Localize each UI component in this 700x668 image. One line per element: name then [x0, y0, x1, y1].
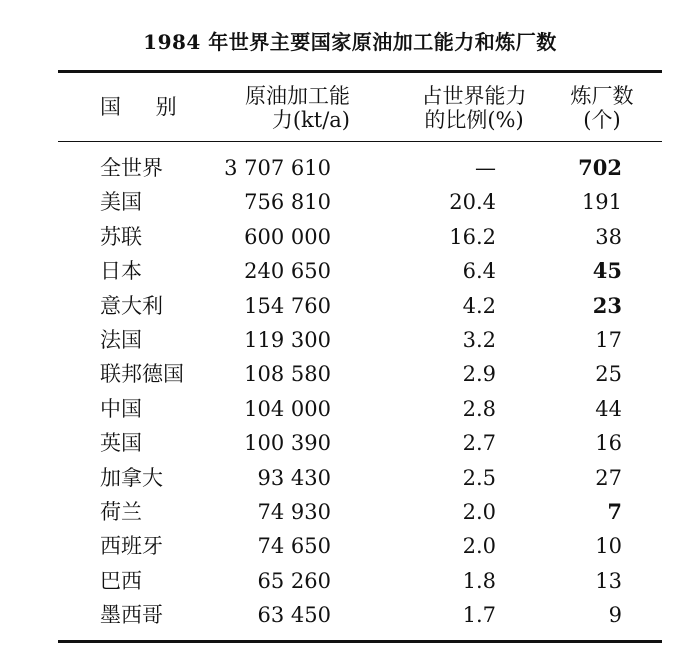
cell-share: 3.2: [462, 328, 496, 352]
cell-capacity: 100 390: [244, 431, 331, 456]
cell-country: 中国: [100, 396, 142, 421]
bottom-rule: [58, 640, 662, 643]
cell-plants: 16: [595, 431, 622, 456]
header-country: 国 别: [100, 95, 191, 119]
cell-country: 墨西哥: [100, 603, 163, 628]
cell-capacity: 3 707 610: [224, 156, 331, 180]
cell-share: 6.4: [462, 259, 496, 284]
cell-share: 1.7: [462, 603, 496, 628]
table-row: [0, 392, 700, 426]
header-share: [414, 84, 534, 132]
header-capacity-line-1: 原油加工能: [245, 84, 350, 108]
cell-plants: 702: [578, 155, 622, 180]
table-row: [0, 357, 700, 391]
cell-share: 4.2: [462, 293, 496, 318]
cell-capacity: 74 930: [257, 500, 331, 524]
table-row: [0, 151, 700, 185]
cell-plants: 9: [608, 603, 622, 628]
cell-share: 2.8: [462, 396, 496, 421]
table-row: [0, 598, 700, 632]
cell-capacity: 93 430: [257, 465, 331, 490]
cell-plants: 45: [592, 258, 622, 284]
cell-country: 美国: [100, 190, 142, 215]
cell-country: 全世界: [100, 156, 163, 180]
cell-capacity: 240 650: [244, 259, 331, 284]
table-title: 1984 年世界主要国家原油加工能力和炼厂数: [143, 30, 557, 54]
header-rule: [58, 141, 662, 142]
header-plants: [562, 84, 642, 132]
header-plants-line-1: 炼厂数: [570, 84, 634, 108]
cell-capacity: 104 000: [244, 396, 331, 421]
cell-country: 法国: [100, 328, 142, 352]
header-capacity-line-2: 力(kt/a): [271, 108, 350, 132]
table-row: [0, 426, 700, 460]
cell-plants: 27: [595, 465, 622, 490]
table-row: [0, 289, 700, 323]
top-rule: [58, 70, 662, 73]
table-row: [0, 323, 700, 357]
cell-capacity: 63 450: [257, 603, 331, 628]
header-share-line-1: 占世界能力: [421, 84, 527, 108]
table-row: [0, 461, 700, 495]
cell-share: 2.0: [462, 500, 496, 524]
cell-plants: 13: [595, 568, 622, 593]
cell-capacity: 74 650: [257, 534, 331, 559]
cell-share: 2.7: [462, 431, 496, 456]
cell-country: 苏联: [100, 224, 142, 249]
cell-country: 联邦德国: [100, 362, 184, 387]
table-row: [0, 220, 700, 254]
cell-share: —: [475, 156, 496, 180]
cell-share: 2.9: [462, 362, 496, 387]
cell-plants: 38: [595, 224, 622, 249]
cell-plants: 23: [592, 292, 622, 318]
cell-share: 2.5: [462, 465, 496, 490]
cell-plants: 17: [595, 328, 622, 352]
cell-country: 荷兰: [100, 500, 142, 524]
cell-capacity: 65 260: [257, 568, 331, 593]
cell-share: 20.4: [449, 190, 496, 215]
cell-country: 巴西: [100, 568, 142, 593]
table-row: [0, 564, 700, 598]
cell-plants: 25: [595, 362, 622, 387]
header-share-line-2: 的比例(%): [424, 108, 524, 132]
cell-capacity: 154 760: [244, 293, 331, 318]
table-row: [0, 254, 700, 288]
cell-plants: 44: [595, 396, 622, 421]
cell-share: 1.8: [462, 568, 496, 593]
cell-capacity: 119 300: [244, 328, 331, 352]
cell-share: 2.0: [462, 534, 496, 559]
cell-plants: 191: [581, 190, 622, 215]
cell-plants: 10: [595, 534, 622, 559]
table-row: [0, 495, 700, 529]
cell-country: 意大利: [100, 293, 163, 318]
cell-plants: 7: [607, 499, 622, 524]
header-capacity: [222, 84, 350, 132]
cell-capacity: 756 810: [244, 190, 331, 215]
header-plants-line-2: (个): [583, 108, 621, 132]
cell-share: 16.2: [449, 224, 496, 249]
cell-capacity: 108 580: [244, 362, 331, 387]
cell-capacity: 600 000: [244, 224, 331, 249]
table-row: [0, 529, 700, 563]
cell-country: 日本: [100, 259, 142, 284]
cell-country: 西班牙: [100, 534, 163, 559]
cell-country: 英国: [100, 431, 142, 456]
cell-country: 加拿大: [100, 465, 163, 490]
table-row: [0, 185, 700, 219]
